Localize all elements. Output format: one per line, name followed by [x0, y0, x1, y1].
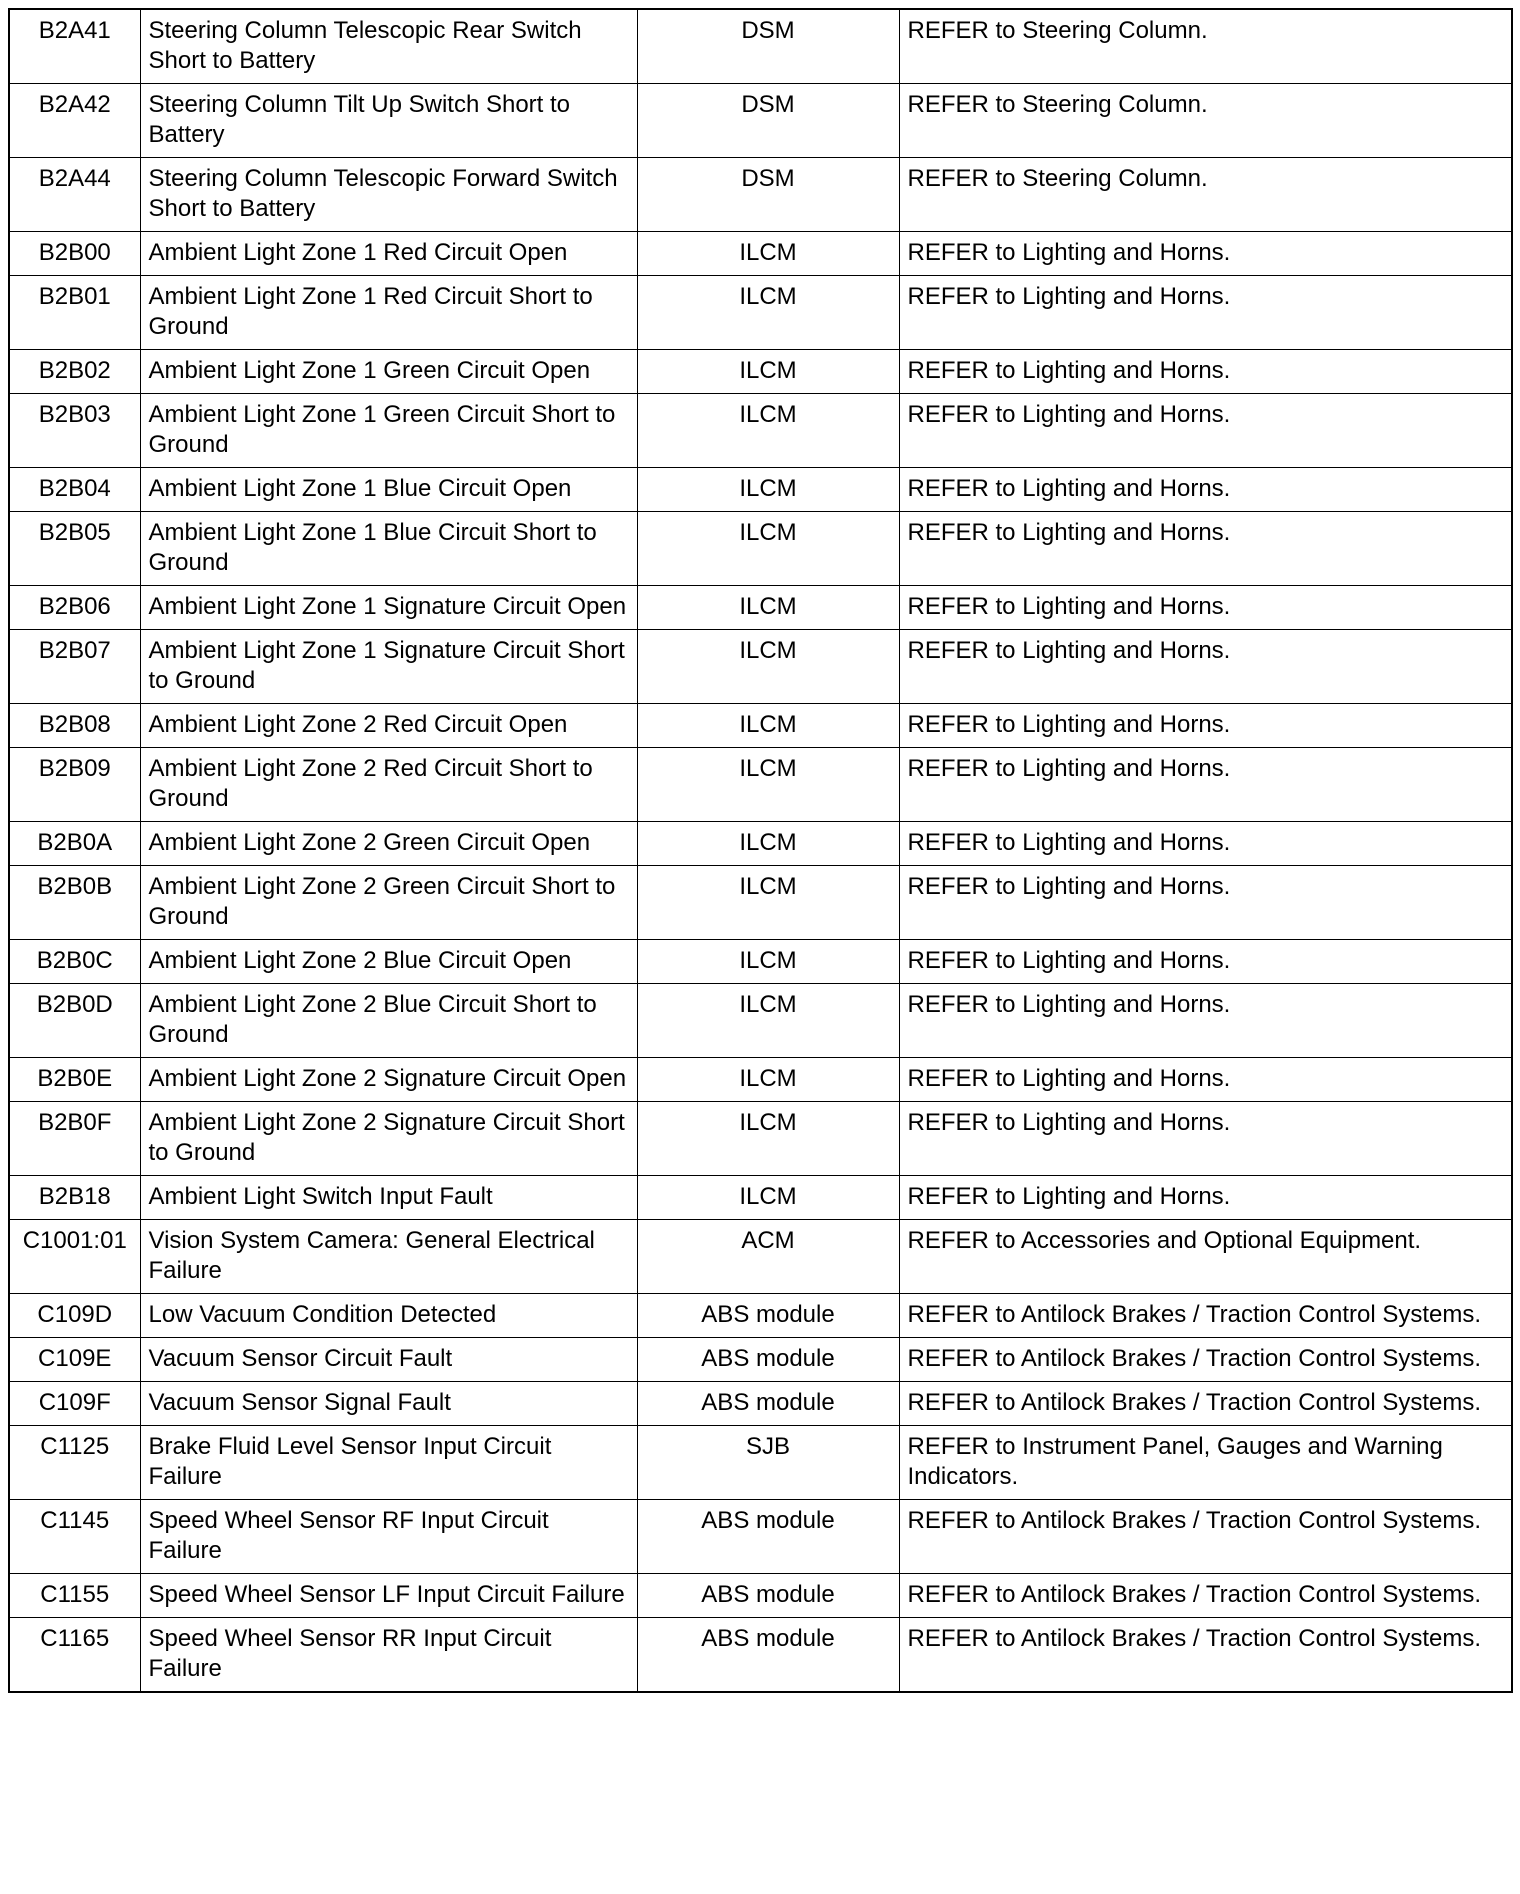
action-cell: REFER to Accessories and Optional Equipment.: [899, 1220, 1512, 1294]
action-cell: REFER to Lighting and Horns.: [899, 512, 1512, 586]
action-cell: REFER to Lighting and Horns.: [899, 232, 1512, 276]
action-cell: REFER to Instrument Panel, Gauges and Warning Indicators.: [899, 1426, 1512, 1500]
table-row: [9, 866, 1512, 940]
dtc-description-cell: Ambient Light Zone 1 Signature Circuit Open: [140, 586, 637, 630]
action-cell: REFER to Lighting and Horns.: [899, 586, 1512, 630]
dtc-code-cell: C1165: [9, 1618, 140, 1693]
table-row: [9, 748, 1512, 822]
dtc-description-cell: Ambient Light Zone 2 Red Circuit Open: [140, 704, 637, 748]
dtc-code-cell: C1001:01: [9, 1220, 140, 1294]
module-cell: ILCM: [637, 1102, 899, 1176]
module-cell: ILCM: [637, 276, 899, 350]
dtc-description-cell: Ambient Light Zone 2 Signature Circuit Short to Ground: [140, 1102, 637, 1176]
dtc-code-cell: B2B03: [9, 394, 140, 468]
dtc-code-cell: B2A44: [9, 158, 140, 232]
dtc-description-cell: Vacuum Sensor Circuit Fault: [140, 1338, 637, 1382]
dtc-code-cell: B2B0E: [9, 1058, 140, 1102]
table-row: [9, 9, 1512, 84]
table-row: [9, 1382, 1512, 1426]
dtc-description-cell: Ambient Light Switch Input Fault: [140, 1176, 637, 1220]
dtc-code-cell: B2B01: [9, 276, 140, 350]
table-row: [9, 1102, 1512, 1176]
dtc-description-cell: Ambient Light Zone 2 Blue Circuit Open: [140, 940, 637, 984]
action-cell: REFER to Lighting and Horns.: [899, 866, 1512, 940]
module-cell: DSM: [637, 9, 899, 84]
table-row: [9, 512, 1512, 586]
table-row: [9, 1294, 1512, 1338]
action-cell: REFER to Lighting and Horns.: [899, 822, 1512, 866]
table-row: [9, 822, 1512, 866]
dtc-description-cell: Ambient Light Zone 2 Green Circuit Short to Ground: [140, 866, 637, 940]
action-cell: REFER to Lighting and Horns.: [899, 276, 1512, 350]
dtc-code-cell: B2B06: [9, 586, 140, 630]
dtc-description-cell: Ambient Light Zone 2 Green Circuit Open: [140, 822, 637, 866]
dtc-code-cell: B2B0A: [9, 822, 140, 866]
dtc-code-cell: B2A41: [9, 9, 140, 84]
dtc-description-cell: Low Vacuum Condition Detected: [140, 1294, 637, 1338]
dtc-code-cell: B2B07: [9, 630, 140, 704]
module-cell: ABS module: [637, 1618, 899, 1693]
table-row: [9, 1426, 1512, 1500]
table-row: [9, 984, 1512, 1058]
dtc-description-cell: Ambient Light Zone 2 Blue Circuit Short to Ground: [140, 984, 637, 1058]
dtc-code-cell: C109F: [9, 1382, 140, 1426]
action-cell: REFER to Lighting and Horns.: [899, 704, 1512, 748]
action-cell: REFER to Lighting and Horns.: [899, 468, 1512, 512]
table-row: [9, 586, 1512, 630]
dtc-code-cell: C109E: [9, 1338, 140, 1382]
dtc-description-cell: Ambient Light Zone 1 Blue Circuit Short to Ground: [140, 512, 637, 586]
dtc-code-cell: B2B0C: [9, 940, 140, 984]
dtc-code-cell: B2B0B: [9, 866, 140, 940]
dtc-table-body: [9, 9, 1512, 1692]
action-cell: REFER to Lighting and Horns.: [899, 940, 1512, 984]
dtc-description-cell: Brake Fluid Level Sensor Input Circuit Failure: [140, 1426, 637, 1500]
action-cell: REFER to Lighting and Horns.: [899, 1058, 1512, 1102]
dtc-description-cell: Steering Column Telescopic Forward Switch Short to Battery: [140, 158, 637, 232]
dtc-description-cell: Ambient Light Zone 1 Green Circuit Open: [140, 350, 637, 394]
table-row: [9, 468, 1512, 512]
action-cell: REFER to Lighting and Horns.: [899, 394, 1512, 468]
dtc-description-cell: Speed Wheel Sensor RR Input Circuit Failure: [140, 1618, 637, 1693]
module-cell: SJB: [637, 1426, 899, 1500]
table-row: [9, 1500, 1512, 1574]
dtc-description-cell: Ambient Light Zone 1 Signature Circuit Short to Ground: [140, 630, 637, 704]
module-cell: ABS module: [637, 1382, 899, 1426]
action-cell: REFER to Antilock Brakes / Traction Control Systems.: [899, 1500, 1512, 1574]
module-cell: ILCM: [637, 984, 899, 1058]
module-cell: ILCM: [637, 866, 899, 940]
table-row: [9, 158, 1512, 232]
dtc-description-cell: Ambient Light Zone 1 Red Circuit Open: [140, 232, 637, 276]
dtc-code-cell: C1125: [9, 1426, 140, 1500]
table-row: [9, 350, 1512, 394]
module-cell: ILCM: [637, 1176, 899, 1220]
table-row: [9, 84, 1512, 158]
action-cell: REFER to Antilock Brakes / Traction Control Systems.: [899, 1618, 1512, 1693]
module-cell: ILCM: [637, 232, 899, 276]
table-row: [9, 1574, 1512, 1618]
dtc-description-cell: Ambient Light Zone 2 Red Circuit Short to Ground: [140, 748, 637, 822]
table-row: [9, 1058, 1512, 1102]
module-cell: ILCM: [637, 1058, 899, 1102]
dtc-code-cell: B2B04: [9, 468, 140, 512]
table-row: [9, 704, 1512, 748]
module-cell: ILCM: [637, 822, 899, 866]
module-cell: ILCM: [637, 586, 899, 630]
module-cell: ILCM: [637, 350, 899, 394]
module-cell: ABS module: [637, 1500, 899, 1574]
dtc-description-cell: Vision System Camera: General Electrical Failure: [140, 1220, 637, 1294]
action-cell: REFER to Steering Column.: [899, 158, 1512, 232]
module-cell: ACM: [637, 1220, 899, 1294]
dtc-description-cell: Steering Column Telescopic Rear Switch Short to Battery: [140, 9, 637, 84]
dtc-code-cell: B2B02: [9, 350, 140, 394]
module-cell: ILCM: [637, 468, 899, 512]
dtc-table: [8, 8, 1513, 1693]
module-cell: DSM: [637, 158, 899, 232]
module-cell: ILCM: [637, 394, 899, 468]
dtc-code-cell: B2B09: [9, 748, 140, 822]
module-cell: ABS module: [637, 1294, 899, 1338]
table-row: [9, 1338, 1512, 1382]
module-cell: ABS module: [637, 1574, 899, 1618]
dtc-code-cell: B2B18: [9, 1176, 140, 1220]
dtc-code-cell: B2B0D: [9, 984, 140, 1058]
table-row: [9, 276, 1512, 350]
dtc-description-cell: Vacuum Sensor Signal Fault: [140, 1382, 637, 1426]
action-cell: REFER to Lighting and Horns.: [899, 350, 1512, 394]
dtc-code-cell: B2B0F: [9, 1102, 140, 1176]
dtc-description-cell: Ambient Light Zone 1 Green Circuit Short to Ground: [140, 394, 637, 468]
action-cell: REFER to Antilock Brakes / Traction Control Systems.: [899, 1338, 1512, 1382]
dtc-code-cell: B2A42: [9, 84, 140, 158]
table-row: [9, 1618, 1512, 1693]
action-cell: REFER to Lighting and Horns.: [899, 1102, 1512, 1176]
table-row: [9, 394, 1512, 468]
module-cell: ABS module: [637, 1338, 899, 1382]
action-cell: REFER to Antilock Brakes / Traction Control Systems.: [899, 1382, 1512, 1426]
action-cell: REFER to Lighting and Horns.: [899, 630, 1512, 704]
table-row: [9, 232, 1512, 276]
dtc-code-cell: B2B05: [9, 512, 140, 586]
action-cell: REFER to Steering Column.: [899, 84, 1512, 158]
dtc-description-cell: Steering Column Tilt Up Switch Short to Battery: [140, 84, 637, 158]
table-row: [9, 630, 1512, 704]
module-cell: ILCM: [637, 512, 899, 586]
table-row: [9, 940, 1512, 984]
action-cell: REFER to Lighting and Horns.: [899, 1176, 1512, 1220]
module-cell: ILCM: [637, 940, 899, 984]
action-cell: REFER to Antilock Brakes / Traction Control Systems.: [899, 1574, 1512, 1618]
dtc-description-cell: Speed Wheel Sensor LF Input Circuit Failure: [140, 1574, 637, 1618]
dtc-code-cell: C1145: [9, 1500, 140, 1574]
dtc-code-cell: C1155: [9, 1574, 140, 1618]
table-row: [9, 1176, 1512, 1220]
module-cell: ILCM: [637, 630, 899, 704]
dtc-code-cell: B2B00: [9, 232, 140, 276]
dtc-description-cell: Ambient Light Zone 2 Signature Circuit Open: [140, 1058, 637, 1102]
dtc-description-cell: Speed Wheel Sensor RF Input Circuit Failure: [140, 1500, 637, 1574]
action-cell: REFER to Steering Column.: [899, 9, 1512, 84]
dtc-description-cell: Ambient Light Zone 1 Blue Circuit Open: [140, 468, 637, 512]
module-cell: ILCM: [637, 704, 899, 748]
table-row: [9, 1220, 1512, 1294]
dtc-code-cell: B2B08: [9, 704, 140, 748]
action-cell: REFER to Lighting and Horns.: [899, 984, 1512, 1058]
action-cell: REFER to Antilock Brakes / Traction Control Systems.: [899, 1294, 1512, 1338]
dtc-code-cell: C109D: [9, 1294, 140, 1338]
module-cell: ILCM: [637, 748, 899, 822]
module-cell: DSM: [637, 84, 899, 158]
action-cell: REFER to Lighting and Horns.: [899, 748, 1512, 822]
dtc-description-cell: Ambient Light Zone 1 Red Circuit Short to Ground: [140, 276, 637, 350]
